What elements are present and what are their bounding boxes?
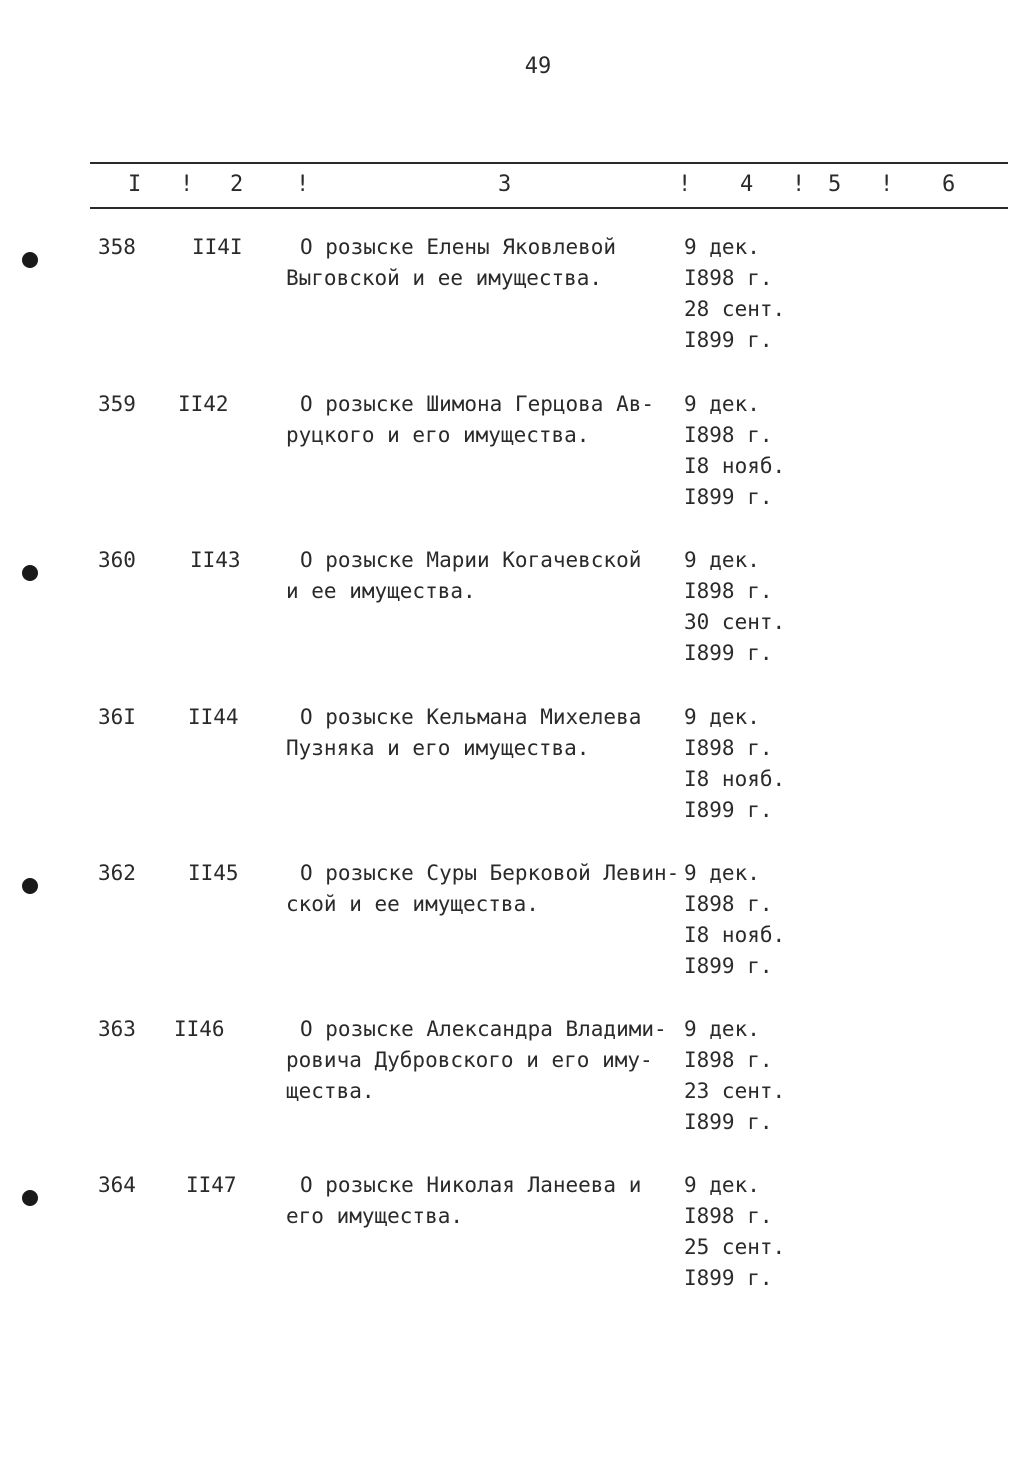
record-code: II44 <box>188 705 239 729</box>
record-code: II4I <box>192 235 243 259</box>
record-title-line: О розыске Шимона Герцова Ав- <box>300 392 655 416</box>
record-date-line: I898 г. <box>684 266 773 290</box>
record-date-line: 9 дек. <box>684 861 760 885</box>
record-title-line: Пузняка и его имущества. <box>286 736 590 760</box>
record-number: 358 <box>98 235 136 259</box>
punch-hole-mark <box>22 565 38 581</box>
record-number: 36I <box>98 705 136 729</box>
record-date-line: 23 сент. <box>684 1079 786 1103</box>
record-date-line: I8 нояб. <box>684 923 786 947</box>
record-date-line: I898 г. <box>684 1048 773 1072</box>
header-separator: ! <box>180 172 194 197</box>
record-date-line: I8 нояб. <box>684 767 786 791</box>
record-title <box>286 232 686 294</box>
record-number: 362 <box>98 861 136 885</box>
record-code: II42 <box>178 392 229 416</box>
record-code: II46 <box>174 1017 225 1041</box>
record-title <box>286 545 686 607</box>
record-dates <box>684 545 785 669</box>
record-date-line: I899 г. <box>684 641 773 665</box>
record-dates <box>684 1014 785 1138</box>
record-date-line: 9 дек. <box>684 1173 760 1197</box>
header-separator: ! <box>678 172 692 197</box>
punch-hole-mark <box>22 878 38 894</box>
header-separator: ! <box>880 172 894 197</box>
record-title <box>286 702 686 764</box>
record-date-line: I898 г. <box>684 1204 773 1228</box>
column-header-1: I <box>128 172 142 197</box>
record-date-line: I8 нояб. <box>684 454 786 478</box>
record-title <box>286 858 686 920</box>
record-title-line: Выговской и ее имущества. <box>286 266 603 290</box>
column-header-6: 6 <box>942 172 956 197</box>
record-number: 363 <box>98 1017 136 1041</box>
record-date-line: 25 сент. <box>684 1235 786 1259</box>
record-dates <box>684 702 785 826</box>
column-header-5: 5 <box>828 172 842 197</box>
record-title <box>286 1170 686 1232</box>
record-title-line: О розыске Марии Когачевской <box>300 548 642 572</box>
table-top-rule <box>90 162 1008 164</box>
column-header-3: 3 <box>498 172 512 197</box>
record-title-line: ровича Дубровского и его иму- <box>286 1048 653 1072</box>
record-title <box>286 389 686 451</box>
record-date-line: I899 г. <box>684 328 773 352</box>
record-title-line: его имущества. <box>286 1204 464 1228</box>
record-date-line: 9 дек. <box>684 1017 760 1041</box>
record-date-line: 30 сент. <box>684 610 786 634</box>
record-date-line: 9 дек. <box>684 705 760 729</box>
punch-hole-mark <box>22 1190 38 1206</box>
record-dates <box>684 858 785 982</box>
record-date-line: I899 г. <box>684 1266 773 1290</box>
record-dates <box>684 232 785 356</box>
record-date-line: I898 г. <box>684 892 773 916</box>
record-date-line: I899 г. <box>684 954 773 978</box>
record-number: 364 <box>98 1173 136 1197</box>
record-title-line: О розыске Елены Яковлевой <box>300 235 617 259</box>
record-date-line: 9 дек. <box>684 392 760 416</box>
record-date-line: 28 сент. <box>684 297 786 321</box>
header-separator: ! <box>296 172 310 197</box>
record-title-line: О розыске Николая Ланеева и <box>300 1173 642 1197</box>
record-dates <box>684 389 785 513</box>
record-title-line: ской и ее имущества. <box>286 892 539 916</box>
record-date-line: I899 г. <box>684 798 773 822</box>
record-number: 360 <box>98 548 136 572</box>
record-code: II47 <box>186 1173 237 1197</box>
record-date-line: I898 г. <box>684 579 773 603</box>
record-title-line: щества. <box>286 1079 375 1103</box>
record-code: II45 <box>188 861 239 885</box>
record-date-line: 9 дек. <box>684 548 760 572</box>
record-title-line: О розыске Александра Владими- <box>300 1017 667 1041</box>
record-date-line: I899 г. <box>684 1110 773 1134</box>
record-code: II43 <box>190 548 241 572</box>
column-header-4: 4 <box>740 172 754 197</box>
record-date-line: 9 дек. <box>684 235 760 259</box>
record-title-line: О розыске Суры Берковой Левин- <box>300 861 680 885</box>
record-title-line: О розыске Кельмана Михелева <box>300 705 642 729</box>
record-date-line: I898 г. <box>684 423 773 447</box>
header-separator: ! <box>792 172 806 197</box>
record-title-line: и ее имущества. <box>286 579 476 603</box>
record-dates <box>684 1170 785 1294</box>
record-date-line: I899 г. <box>684 485 773 509</box>
record-number: 359 <box>98 392 136 416</box>
punch-hole-mark <box>22 252 38 268</box>
record-date-line: I898 г. <box>684 736 773 760</box>
record-title-line: руцкого и его имущества. <box>286 423 590 447</box>
column-header-2: 2 <box>230 172 244 197</box>
record-title <box>286 1014 686 1107</box>
table-header-rule <box>90 207 1008 209</box>
page-number: 49 <box>524 54 552 79</box>
